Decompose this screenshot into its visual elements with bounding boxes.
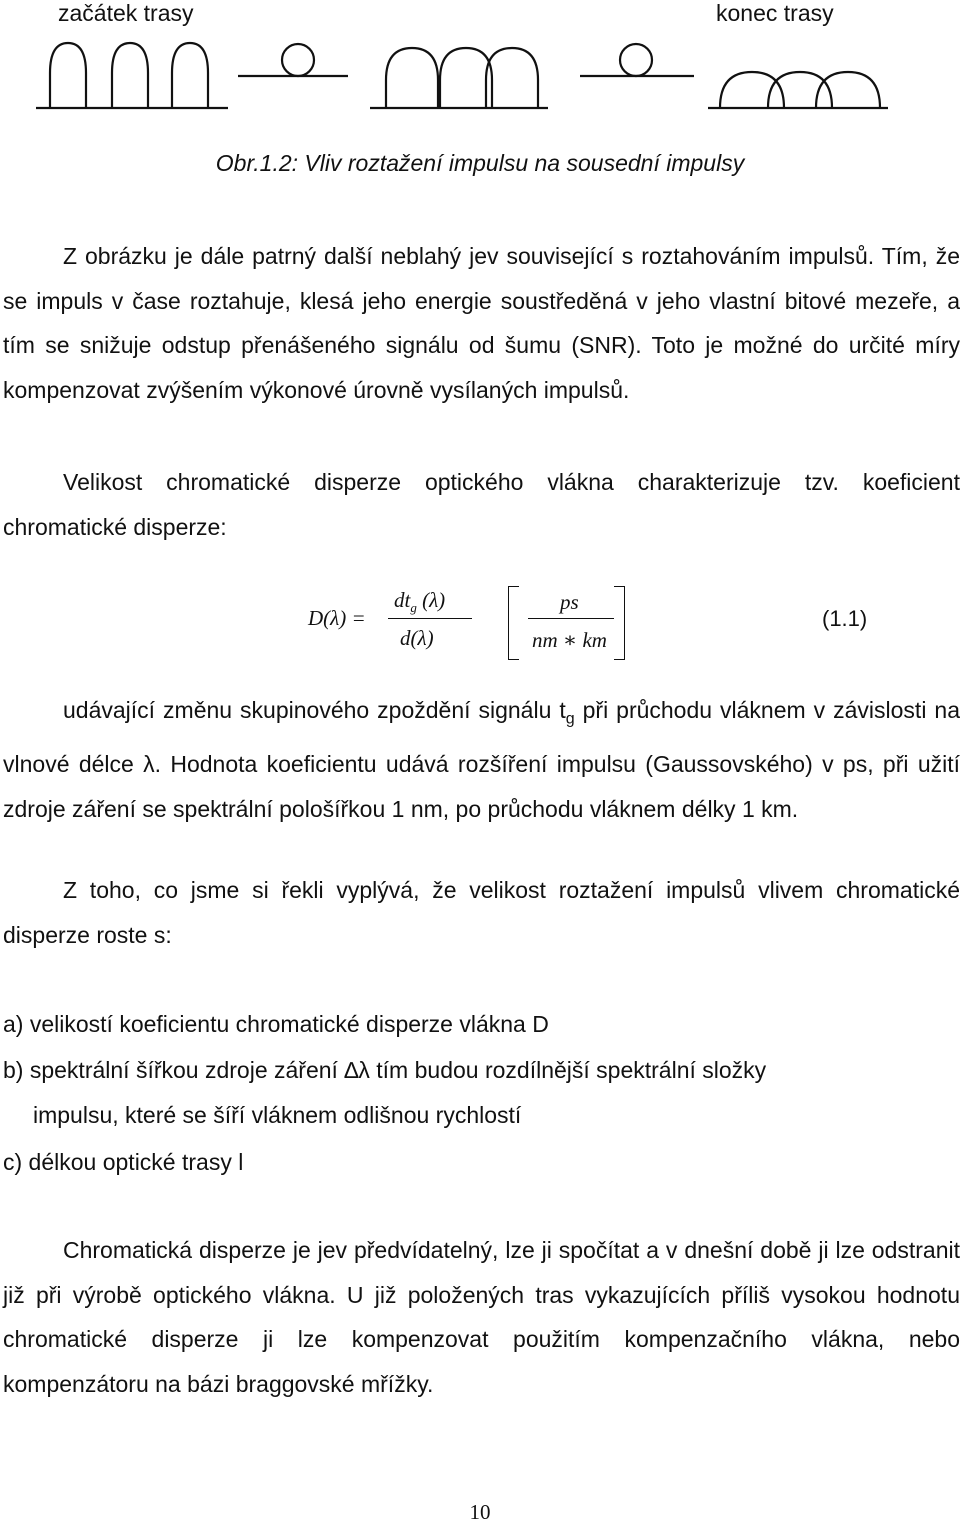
paragraph-4-text: Z toho, co jsme si řekli vyplývá, že velikost roztažení impulsů vlivem chromatické disperze roste s: [3,877,960,948]
figure-caption: Obr.1.2: Vliv roztažení impulsu na sousední impulsy [215,150,745,176]
list-item-b [3,1048,960,1137]
pulse [768,72,832,108]
paragraph-5-text: Chromatická disperze je jev předvídatelný, lze ji spočítat a v dnešní době ji lze odstranit již při výrobě optického vlákna. U již položených tras vykazujících příliš vysokou hodnotu chromatické disperze ji lze kompenzovat použitím kompenzačního vlákna, nebo kompenzátoru na bázi braggovské mřížky. [3,1237,960,1397]
equation-num-sub: g [410,600,417,616]
fraction-bar [388,618,472,619]
equation-num-arg: (λ) [422,588,446,612]
equation-num-dt: dt [394,588,411,612]
unit-fraction-bar [528,618,614,619]
pulse [172,43,208,108]
pulse [50,43,86,108]
right-bracket [614,586,625,660]
equation-numerator [394,588,445,616]
list-item-b-line1: b) spektrální šířkou zdroje záření ∆λ tím budou rozdílnější spektrální složky [3,1057,767,1083]
list-item-b-line2: impulsu, které se šíří vláknem odlišnou rychlostí [33,1101,522,1128]
pulse [112,43,148,108]
paragraph-3 [3,688,960,831]
page-number: 10 [469,1500,491,1524]
paragraph-2-text: Velikost chromatické disperze optického vlákna charakterizuje tzv. koeficient chromatické disperze: [3,469,960,540]
pulse-circle [282,44,314,76]
figure-label-end: konec trasy [716,0,834,26]
paragraph-2 [3,460,960,549]
left-bracket [508,586,519,660]
pulse [720,72,784,108]
equation-number: (1.1) [822,606,868,631]
paragraph-1-text: Z obrázku je dále patrný další neblahý jev související s roztahováním impulsů. Tím, že se impuls v čase roztahuje, klesá jeho energie soustředěná v jeho vlastní bitové mezeře, a tím se snižuje odstup přenášeného signálu od šumu (SNR). Toto je možné do určité míry kompenzovat zvýšením výkonové úrovně vysílaných impulsů. [3,243,960,403]
paragraph-3-sub: g [565,710,575,728]
paragraph-3-pre: udávající změnu skupinového zpoždění signálu t [63,697,566,723]
pulse-circle [620,44,652,76]
figure-label-start: začátek trasy [58,0,194,26]
paragraph-5 [3,1228,960,1406]
paragraph-3-post: při průchodu vláknem v závislosti na vlnové délce λ. Hodnota koeficientu udává rozšíření impulsu (Gaussovského) v ps, při užití zdroje záření se spektrální pološířkou 1 nm, po průchodu vláknem délky 1 km. [3,697,960,822]
paragraph-4 [3,868,960,957]
pulse [816,72,880,108]
pulse [486,48,538,108]
list-item-c: c) délkou optické trasy l [3,1149,244,1175]
equation-lhs: D(λ) = [308,606,366,630]
equation-denominator: d(λ) [400,626,434,650]
paragraph-1 [3,234,960,412]
unit-numerator: ps [560,590,579,614]
equation-1-1 [0,580,960,670]
pulse [440,48,492,108]
list-item-a: a) velikostí koeficientu chromatické disperze vlákna D [3,1011,549,1037]
pulse [386,48,438,108]
pulse-broadening-figure [0,28,960,118]
unit-denominator: nm ∗ km [532,628,607,652]
